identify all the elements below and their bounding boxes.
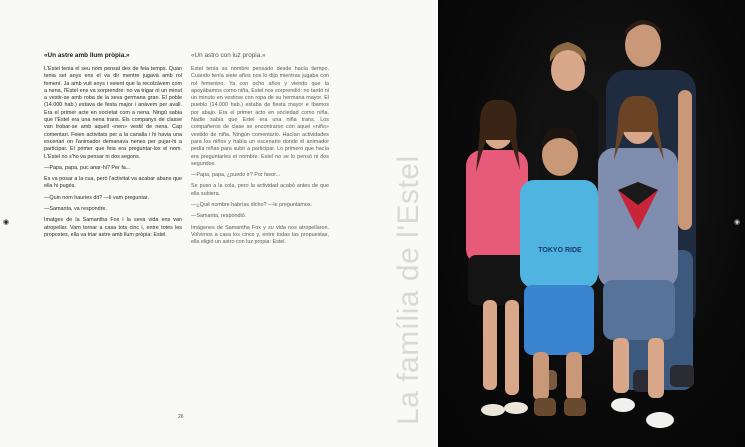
spanish-paragraph: Estel tenía su nombre pensado desde hacía tiempo. Cuando tenía siete años nos lo dijo mientras jugaba con rol femenino. Ya con ocho años y viendo que la apoyábamos como niña, Estel nos sorprendió: no tardó ni un minuto en vestirse con ropa de su hermana mayor. El pueblo (14.000 hab.) estaba de fiesta mayor e íbamos por abajo. Era el primer acto en sociedad como niña. Nadie sabía que Estel era una niña trans. Los compañeros de clase se encontraron con aquel «niño» vestido de niña. Ningún comentario. Hacían actividades para los niños y había un escenario donde el animador pedía niñas para subir a participar. Lo primero que hacía era preguntarles el nombre. Estel no se lo pensó ni dos segundos. xyxy=(191,66,329,167)
registration-mark-icon: ◉ xyxy=(3,219,10,226)
page-number: 26 xyxy=(178,414,184,420)
spanish-paragraph: Se puso a la cola, pero la actividad acabó antes de que ella subiera. xyxy=(191,183,329,197)
spanish-heading: «Un astro con luz propia.» xyxy=(191,52,266,59)
left-girl-figure xyxy=(466,100,528,416)
catalan-paragraph: —Samanta, va respondre. xyxy=(44,206,107,213)
spanish-paragraph: —Papa, papa, ¿puedo ir? Por favor... xyxy=(191,172,281,179)
catalan-paragraph: L'Estel tenia el seu nom pensat des de feia temps. Quan tenia set anys ens el va dir mentre jugavà amb rol femení. Ja amb vuit anys i veient que la recolzàvem com a nena, l'Estel ens va sorprendre: no va trigar ni un minut a vestir-se amb roba de la seva germana gran. El poble (14.000 hab.) estava de festa major i anàvem per avall. Era el primer acte en societat com a nena. Ningú sabia que l'Estel era una nena trans. Els companys de classe van trobar-se amb aquell «nen» vestit de nena. Cap comentari. Feien activitats per a la canalla i hi havia una escenari on l'animador demanava nenes per pujar-hi a participar. El primer que feia era preguntar-los el nom. L'Estel no s'ho va pensar ni dos segons. xyxy=(44,66,182,160)
shirt-print-text: TOKYO RIDE xyxy=(538,247,582,254)
vertical-title: La família de l'Estel xyxy=(392,155,425,425)
catalan-heading: «Un astre amb llum pròpia.» xyxy=(44,52,130,59)
spanish-paragraph: Imágenes de Samantha Fox y su vida nos atropellaron. Volvimos a casa los cinco y, entre todas las propuestas, ella eligió un astro con luz propia: Estel. xyxy=(191,224,329,246)
catalan-paragraph: Imatges de la Samantha Fox i la seva vida ens van atropellar. Vam tornar a casa tots cinc i, entre totes les propostes, ella va triar astre amb llum pròpia: Estel. xyxy=(44,217,182,238)
catalan-paragraph: Es va posar a la cua, però l'activitat va acabar abans que ella hi pugés. xyxy=(44,176,182,190)
registration-mark-icon: ◉ xyxy=(734,219,741,226)
family-photo-illustration xyxy=(438,0,745,447)
spanish-paragraph: —¿Qué nombre habrías dicho? —le preguntamos. xyxy=(191,202,313,209)
catalan-paragraph: —Quin nom hauries dit? —li vam preguntar. xyxy=(44,194,149,201)
family-photo xyxy=(438,0,745,447)
catalan-column xyxy=(44,52,182,243)
spanish-paragraph: —Samanta, respondió. xyxy=(191,213,247,220)
catalan-paragraph: —Papa, papa, puc anar-hi? Per fa... xyxy=(44,164,131,171)
spanish-column xyxy=(191,52,329,251)
